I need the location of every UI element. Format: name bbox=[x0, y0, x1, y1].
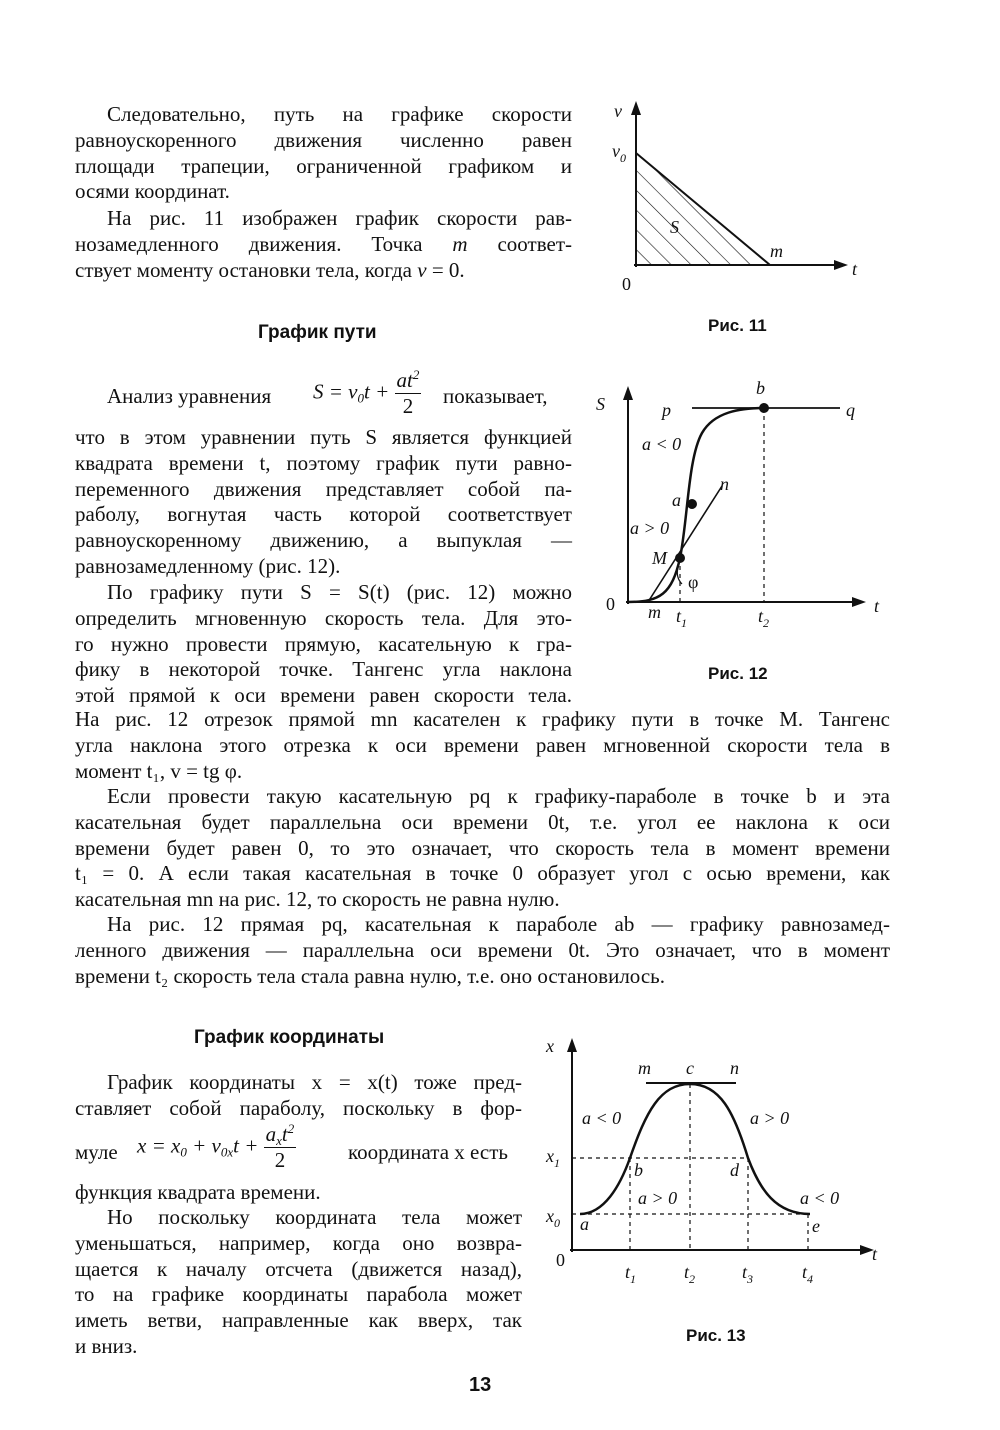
text-line bbox=[75, 232, 572, 258]
paragraph-coordinate-cont bbox=[75, 1180, 522, 1206]
label-t: t bbox=[874, 596, 880, 616]
text-line: Но поскольку координата тела может bbox=[107, 1205, 522, 1229]
label-a-gt-0: a > 0 bbox=[630, 518, 670, 538]
v-axis-arrow bbox=[631, 101, 641, 115]
text-line: равноускоренному движению, а выпуклая — bbox=[75, 528, 572, 553]
label-0: 0 bbox=[622, 274, 631, 294]
text-line: этой прямой к оси времени равен скорости тела. bbox=[75, 683, 572, 708]
formula-x-x0-v0x: $x = x_0 + v_{0x}t$ + $\frac{a_xt^2}{2}$ bbox=[137, 1121, 295, 1172]
label-m: m bbox=[648, 602, 661, 622]
label-S: S bbox=[596, 394, 605, 414]
text-line: фику в некоторой точке. Тангенс угла наклона bbox=[75, 657, 572, 682]
paragraph-tangent-mn bbox=[75, 707, 890, 784]
paragraph-path-analysis bbox=[75, 425, 572, 580]
text-line: определить мгновенную скорость тела. Для это- bbox=[75, 605, 572, 630]
text-line: Если провести такую касательную pq к графику-параболе в точке b и эта bbox=[107, 784, 890, 808]
figure-12 bbox=[590, 378, 890, 638]
text-line: то на графике координаты парабола может bbox=[75, 1282, 522, 1307]
label-t3: $t_3$ bbox=[742, 1262, 754, 1286]
label-a-lt-0-right: a < 0 bbox=[800, 1188, 840, 1208]
label-S: S bbox=[670, 217, 679, 237]
text-line: График координаты x = x(t) тоже пред- bbox=[107, 1070, 522, 1094]
page-number: 13 bbox=[469, 1374, 492, 1396]
label-p: p bbox=[662, 400, 671, 420]
label-x1: $x_1$ bbox=[546, 1146, 560, 1170]
tangent-mn bbox=[648, 486, 722, 602]
text-line: раболу, вогнутая часть которой соответствует bbox=[75, 502, 572, 527]
label-0: 0 bbox=[556, 1250, 565, 1270]
text-fragment: соответ- bbox=[497, 231, 572, 256]
label-n: n bbox=[720, 474, 729, 494]
label-b: b bbox=[634, 1160, 643, 1180]
text-line: го нужно провести прямую, касательную к гра- bbox=[75, 631, 572, 656]
point-M bbox=[675, 553, 685, 563]
x-axis-arrow bbox=[567, 1038, 577, 1052]
text-fragment: показывает, bbox=[443, 384, 548, 408]
label-v: v bbox=[614, 101, 622, 121]
heading-coordinate-graph: График координаты bbox=[194, 1027, 385, 1048]
text-fragment: координата x есть bbox=[348, 1140, 508, 1164]
text-line: осями координат. bbox=[75, 179, 230, 204]
label-M: M bbox=[652, 548, 667, 568]
paragraph-trapezoid bbox=[75, 102, 572, 205]
figure-11 bbox=[600, 95, 880, 305]
text-line: касательная будет параллельна оси времени 0t, т.е. угол ее наклона к оси bbox=[75, 809, 890, 834]
coordinate-curve bbox=[580, 1084, 810, 1214]
caption-fig12: Рис. 12 bbox=[708, 664, 768, 683]
text-line: Следовательно, путь на графике скорости bbox=[107, 102, 572, 126]
label-x: x bbox=[546, 1036, 554, 1056]
label-v0: $v_0$ bbox=[612, 141, 626, 165]
label-0: 0 bbox=[606, 594, 615, 614]
label-a-lt-0-left: a < 0 bbox=[582, 1108, 622, 1128]
text-line: равнозамедленному (рис. 12). bbox=[75, 553, 341, 578]
label-a-lt-0: a < 0 bbox=[642, 434, 682, 454]
text-line: угла наклона этого отрезка к оси времени равен мгновенной скорости тела в bbox=[75, 732, 890, 757]
text-line: уменьшаться, например, когда оно возвра- bbox=[75, 1230, 522, 1255]
text-line: квадрата времени t, поэтому график пути равно- bbox=[75, 450, 572, 475]
text-line: ленного движения — параллельна оси времени 0t. Это означает, что в момент bbox=[75, 937, 890, 962]
text-line: момент t₁, v = tg φ. bbox=[75, 758, 243, 783]
paragraph-tangent-pq bbox=[75, 784, 890, 913]
text-fragment: муле bbox=[75, 1140, 118, 1164]
label-a: a bbox=[580, 1214, 589, 1234]
label-a-gt-0-mid: a > 0 bbox=[638, 1188, 678, 1208]
label-a-gt-0-right: a > 0 bbox=[750, 1108, 790, 1128]
label-t4: $t_4$ bbox=[802, 1262, 814, 1286]
paragraph-instant-velocity bbox=[75, 580, 572, 709]
text-fragment: нозамедленного движения. Точка bbox=[75, 231, 423, 256]
caption-fig11: Рис. 11 bbox=[708, 316, 767, 335]
text-line: равноускоренного движения численно равен bbox=[75, 127, 572, 152]
caption-fig13: Рис. 13 bbox=[686, 1326, 746, 1345]
text-line: переменного движения представляет собой па- bbox=[75, 476, 572, 501]
label-a: a bbox=[672, 490, 681, 510]
label-t1-visible: $t_1$ bbox=[676, 606, 688, 630]
t-axis-arrow bbox=[834, 260, 848, 270]
text-line: t₁ = 0. А если такая касательная в точке 0 образует угол с осью времени, как bbox=[75, 861, 890, 886]
text-line: что в этом уравнении путь S является функцией bbox=[75, 425, 572, 449]
text-line: функция квадрата времени. bbox=[75, 1180, 321, 1204]
label-t: t bbox=[872, 1244, 878, 1264]
text-line: и вниз. bbox=[75, 1333, 138, 1358]
var-m: m bbox=[452, 231, 468, 256]
text-line: времени будет равен 0, то это означает, что скорость тела в момент времени bbox=[75, 835, 890, 860]
text-line: иметь ветви, направленные как вверх, так bbox=[75, 1308, 522, 1333]
formula-S-v0t-at2: $S = v_0t$ + $\frac{at^2}{2}$ bbox=[313, 367, 420, 418]
paragraph-stop bbox=[75, 912, 890, 989]
text-line: касательная mn на рис. 12, то скорость не равна нулю. bbox=[75, 887, 560, 912]
text-line: По графику пути S = S(t) (рис. 12) можно bbox=[107, 580, 572, 604]
label-m: m bbox=[638, 1058, 651, 1078]
text-line: ставляет собой параболу, поскольку в фор- bbox=[75, 1095, 522, 1120]
paragraph-fig11-description bbox=[75, 206, 572, 283]
text-fragment: = 0. bbox=[431, 257, 465, 282]
text-line: щается к началу отсчета (движется назад), bbox=[75, 1256, 522, 1281]
text-line: На рис. 11 изображен график скорости рав- bbox=[107, 206, 572, 230]
text-fragment: Анализ уравнения bbox=[107, 384, 272, 408]
paragraph-coordinate-branches bbox=[75, 1205, 522, 1360]
label-t1: $t_1$ bbox=[625, 1262, 637, 1286]
S-axis-arrow bbox=[623, 386, 633, 400]
figure-13 bbox=[530, 1030, 900, 1300]
label-t2: $t_2$ bbox=[684, 1262, 696, 1286]
point-b bbox=[759, 403, 769, 413]
label-e: e bbox=[812, 1216, 820, 1236]
text-line: времени t₂ скорость тела стала равна нулю, т.е. оно остановилось. bbox=[75, 963, 665, 988]
heading-path-graph: График пути bbox=[258, 322, 377, 343]
label-c: c bbox=[686, 1058, 694, 1078]
label-phi: φ bbox=[688, 572, 699, 592]
paragraph-coordinate bbox=[75, 1070, 522, 1122]
text-line: На рис. 12 отрезок прямой mn касателен к графику пути в точке M. Тангенс bbox=[75, 707, 890, 731]
text-line: На рис. 12 прямая pq, касательная к параболе ab — графику равнозамед- bbox=[107, 912, 890, 936]
label-t2: $t_2$ bbox=[758, 606, 770, 630]
label-x0: $x_0$ bbox=[546, 1206, 560, 1230]
point-a bbox=[687, 499, 697, 509]
t-axis-arrow bbox=[852, 597, 866, 607]
text-fragment: ствует моменту остановки тела, когда bbox=[75, 257, 413, 282]
label-q: q bbox=[846, 400, 855, 420]
label-b: b bbox=[756, 378, 765, 398]
text-line bbox=[75, 258, 572, 284]
label-n: n bbox=[730, 1058, 739, 1078]
label-d: d bbox=[730, 1160, 739, 1180]
label-t: t bbox=[852, 259, 858, 279]
label-m: m bbox=[770, 241, 783, 261]
text-line: площади трапеции, ограниченной графиком и bbox=[75, 153, 572, 178]
var-v: v bbox=[417, 257, 427, 282]
